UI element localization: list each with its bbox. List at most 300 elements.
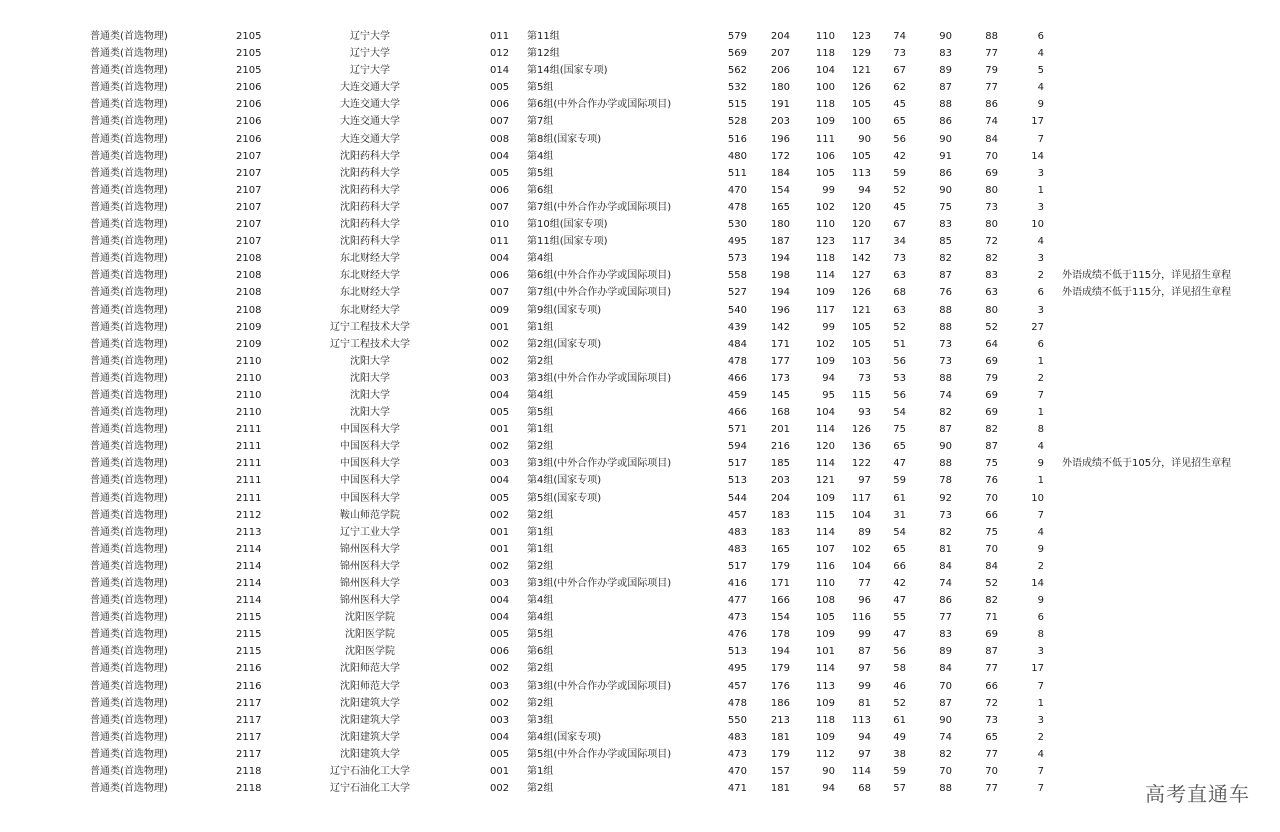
school-code-cell: 2115 [236, 612, 262, 624]
score-5-cell: 86 [939, 116, 952, 128]
group-code-cell: 001 [490, 424, 510, 436]
group-code-cell: 005 [490, 82, 510, 94]
group-code-cell: 006 [490, 184, 510, 196]
school-name-cell: 沈阳大学 [350, 389, 390, 401]
category-cell: 普通类(首选物理) [90, 629, 168, 641]
group-name-cell: 第8组(国家专项) [527, 133, 602, 145]
score-3-cell: 120 [851, 219, 871, 231]
count-cell: 1 [1037, 407, 1044, 419]
score-1-cell: 194 [770, 253, 790, 265]
score-4-cell: 56 [893, 355, 906, 367]
score-total-cell: 573 [727, 253, 747, 265]
school-name-cell: 辽宁工程技术大学 [330, 338, 410, 350]
score-total-cell: 483 [727, 543, 747, 555]
group-name-cell: 第5组(中外合作办学或国际项目) [527, 748, 672, 760]
score-3-cell: 126 [851, 287, 871, 299]
category-cell: 普通类(首选物理) [90, 766, 168, 778]
table-row [0, 541, 1280, 558]
school-code-cell: 2116 [236, 680, 262, 692]
school-code-cell: 2115 [236, 646, 262, 658]
score-6-cell: 87 [985, 441, 998, 453]
score-5-cell: 90 [939, 133, 952, 145]
score-2-cell: 107 [815, 543, 835, 555]
category-cell: 普通类(首选物理) [90, 31, 168, 42]
score-1-cell: 187 [770, 236, 790, 248]
table-row [0, 353, 1280, 370]
score-3-cell: 104 [851, 509, 871, 521]
count-cell: 10 [1031, 219, 1044, 231]
score-5-cell: 92 [939, 492, 952, 504]
score-6-cell: 71 [985, 612, 998, 624]
score-2-cell: 113 [815, 680, 835, 692]
score-5-cell: 91 [939, 150, 952, 162]
group-name-cell: 第6组 [527, 646, 554, 658]
school-code-cell: 2108 [236, 304, 262, 316]
group-name-cell: 第10组(国家专项) [527, 219, 608, 231]
score-3-cell: 97 [858, 663, 871, 675]
school-name-cell: 锦州医科大学 [340, 560, 400, 572]
score-2-cell: 108 [815, 595, 835, 607]
school-code-cell: 2107 [236, 167, 262, 179]
table-row [0, 438, 1280, 455]
score-3-cell: 104 [851, 560, 871, 572]
score-1-cell: 194 [770, 646, 790, 658]
score-2-cell: 106 [815, 150, 835, 162]
school-code-cell: 2116 [236, 663, 262, 675]
school-name-cell: 沈阳医学院 [345, 646, 395, 658]
score-4-cell: 67 [893, 219, 906, 231]
school-name-cell: 辽宁工业大学 [340, 526, 400, 538]
score-6-cell: 72 [985, 697, 998, 709]
score-5-cell: 88 [939, 372, 952, 384]
count-cell: 6 [1037, 612, 1044, 624]
score-total-cell: 540 [727, 304, 747, 316]
score-total-cell: 513 [727, 646, 747, 658]
group-name-cell: 第2组 [527, 509, 554, 521]
count-cell: 6 [1037, 338, 1044, 350]
school-code-cell: 2107 [236, 184, 262, 196]
score-3-cell: 122 [851, 458, 871, 470]
category-cell: 普通类(首选物理) [90, 116, 168, 128]
score-3-cell: 117 [851, 236, 871, 248]
count-cell: 7 [1037, 133, 1044, 145]
category-cell: 普通类(首选物理) [90, 99, 168, 111]
category-cell: 普通类(首选物理) [90, 783, 168, 795]
group-code-cell: 011 [490, 31, 510, 42]
school-name-cell: 沈阳师范大学 [340, 680, 400, 692]
table-row [0, 660, 1280, 677]
count-cell: 8 [1037, 629, 1044, 641]
group-code-cell: 004 [490, 389, 510, 401]
school-code-cell: 2107 [236, 150, 262, 162]
count-cell: 3 [1037, 646, 1044, 658]
score-1-cell: 181 [770, 731, 790, 743]
score-3-cell: 90 [858, 133, 871, 145]
score-5-cell: 74 [939, 578, 952, 589]
score-1-cell: 207 [770, 48, 790, 60]
group-code-cell: 007 [490, 287, 510, 299]
table-row [0, 558, 1280, 575]
school-name-cell: 沈阳药科大学 [340, 167, 400, 179]
score-1-cell: 180 [770, 82, 790, 94]
score-5-cell: 70 [939, 766, 952, 778]
table-row [0, 233, 1280, 250]
score-6-cell: 66 [985, 680, 998, 692]
score-1-cell: 157 [770, 766, 790, 778]
count-cell: 3 [1037, 253, 1044, 265]
score-6-cell: 75 [985, 458, 998, 470]
score-total-cell: 466 [727, 407, 747, 419]
count-cell: 4 [1037, 236, 1044, 248]
group-code-cell: 004 [490, 253, 510, 265]
group-name-cell: 第9组(国家专项) [527, 304, 602, 316]
score-total-cell: 511 [727, 167, 747, 179]
score-5-cell: 90 [939, 31, 952, 42]
group-name-cell: 第1组 [527, 766, 554, 778]
score-1-cell: 201 [770, 424, 790, 436]
score-2-cell: 118 [815, 48, 835, 60]
score-1-cell: 183 [770, 509, 790, 521]
score-6-cell: 79 [985, 65, 998, 77]
group-name-cell: 第1组 [527, 424, 554, 436]
count-cell: 2 [1037, 372, 1044, 384]
category-cell: 普通类(首选物理) [90, 321, 168, 333]
table-row [0, 404, 1280, 421]
group-name-cell: 第4组 [527, 389, 554, 401]
score-4-cell: 73 [893, 48, 906, 60]
score-4-cell: 42 [893, 578, 906, 589]
score-6-cell: 69 [985, 389, 998, 401]
score-5-cell: 88 [939, 783, 952, 795]
category-cell: 普通类(首选物理) [90, 287, 168, 299]
score-total-cell: 571 [727, 424, 747, 436]
score-2-cell: 116 [815, 560, 835, 572]
group-code-cell: 001 [490, 321, 510, 333]
category-cell: 普通类(首选物理) [90, 731, 168, 743]
category-cell: 普通类(首选物理) [90, 526, 168, 538]
score-5-cell: 75 [939, 201, 952, 213]
group-name-cell: 第6组(中外合作办学或国际项目) [527, 270, 672, 282]
table-row [0, 592, 1280, 609]
score-2-cell: 109 [815, 629, 835, 641]
school-name-cell: 中国医科大学 [340, 492, 400, 504]
score-6-cell: 52 [985, 578, 998, 589]
score-6-cell: 74 [985, 116, 998, 128]
school-name-cell: 沈阳建筑大学 [340, 731, 400, 743]
score-1-cell: 168 [770, 407, 790, 419]
score-6-cell: 77 [985, 663, 998, 675]
group-code-cell: 003 [490, 578, 510, 589]
group-name-cell: 第3组(中外合作办学或国际项目) [527, 578, 672, 589]
group-name-cell: 第3组 [527, 714, 554, 726]
school-name-cell: 辽宁大学 [350, 48, 390, 60]
score-3-cell: 123 [851, 31, 871, 42]
score-6-cell: 66 [985, 509, 998, 521]
table-row [0, 609, 1280, 626]
group-code-cell: 005 [490, 167, 510, 179]
score-2-cell: 104 [815, 65, 835, 77]
score-6-cell: 63 [985, 287, 998, 299]
school-name-cell: 东北财经大学 [340, 253, 400, 265]
score-4-cell: 56 [893, 389, 906, 401]
score-5-cell: 73 [939, 338, 952, 350]
score-2-cell: 104 [815, 407, 835, 419]
count-cell: 5 [1037, 65, 1044, 77]
table-row [0, 216, 1280, 233]
category-cell: 普通类(首选物理) [90, 646, 168, 658]
school-code-cell: 2111 [236, 475, 262, 487]
score-total-cell: 544 [727, 492, 747, 504]
score-4-cell: 62 [893, 82, 906, 94]
score-total-cell: 517 [727, 560, 747, 572]
count-cell: 2 [1037, 731, 1044, 743]
school-name-cell: 沈阳大学 [350, 407, 390, 419]
table-row [0, 626, 1280, 643]
score-6-cell: 69 [985, 167, 998, 179]
score-6-cell: 86 [985, 99, 998, 111]
score-1-cell: 216 [770, 441, 790, 453]
group-code-cell: 001 [490, 526, 510, 538]
score-6-cell: 73 [985, 201, 998, 213]
category-cell: 普通类(首选物理) [90, 48, 168, 60]
school-name-cell: 沈阳医学院 [345, 629, 395, 641]
score-1-cell: 176 [770, 680, 790, 692]
score-6-cell: 72 [985, 236, 998, 248]
score-6-cell: 70 [985, 543, 998, 555]
school-name-cell: 中国医科大学 [340, 458, 400, 470]
school-name-cell: 锦州医科大学 [340, 578, 400, 589]
group-code-cell: 002 [490, 441, 510, 453]
school-code-cell: 2117 [236, 714, 262, 726]
score-4-cell: 63 [893, 304, 906, 316]
group-code-cell: 002 [490, 697, 510, 709]
category-cell: 普通类(首选物理) [90, 184, 168, 196]
group-name-cell: 第1组 [527, 321, 554, 333]
group-code-cell: 014 [490, 65, 510, 77]
group-name-cell: 第3组(中外合作办学或国际项目) [527, 680, 672, 692]
school-code-cell: 2111 [236, 424, 262, 436]
group-code-cell: 005 [490, 629, 510, 641]
category-cell: 普通类(首选物理) [90, 270, 168, 282]
score-3-cell: 97 [858, 748, 871, 760]
score-total-cell: 569 [727, 48, 747, 60]
score-4-cell: 46 [893, 680, 906, 692]
score-5-cell: 84 [939, 560, 952, 572]
score-5-cell: 90 [939, 441, 952, 453]
score-4-cell: 67 [893, 65, 906, 77]
table-row [0, 643, 1280, 660]
score-1-cell: 166 [770, 595, 790, 607]
score-3-cell: 89 [858, 526, 871, 538]
score-5-cell: 89 [939, 646, 952, 658]
table-row [0, 79, 1280, 96]
score-6-cell: 80 [985, 304, 998, 316]
group-name-cell: 第5组 [527, 407, 554, 419]
score-6-cell: 84 [985, 133, 998, 145]
table-row [0, 387, 1280, 404]
count-cell: 7 [1037, 783, 1044, 795]
score-4-cell: 53 [893, 372, 906, 384]
score-1-cell: 213 [770, 714, 790, 726]
school-code-cell: 2106 [236, 116, 262, 128]
group-code-cell: 006 [490, 646, 510, 658]
score-3-cell: 87 [858, 646, 871, 658]
school-code-cell: 2118 [236, 783, 262, 795]
score-3-cell: 115 [851, 389, 871, 401]
score-2-cell: 95 [822, 389, 835, 401]
score-3-cell: 105 [851, 150, 871, 162]
group-name-cell: 第11组(国家专项) [527, 236, 608, 248]
score-4-cell: 58 [893, 663, 906, 675]
score-total-cell: 457 [727, 509, 747, 521]
score-3-cell: 127 [851, 270, 871, 282]
score-6-cell: 83 [985, 270, 998, 282]
category-cell: 普通类(首选物理) [90, 578, 168, 589]
school-code-cell: 2118 [236, 766, 262, 778]
score-2-cell: 111 [815, 133, 835, 145]
category-cell: 普通类(首选物理) [90, 612, 168, 624]
score-total-cell: 459 [727, 389, 747, 401]
count-cell: 17 [1031, 116, 1044, 128]
table-row [0, 763, 1280, 780]
score-2-cell: 101 [815, 646, 835, 658]
group-name-cell: 第7组 [527, 116, 554, 128]
group-code-cell: 007 [490, 201, 510, 213]
category-cell: 普通类(首选物理) [90, 236, 168, 248]
score-1-cell: 184 [770, 167, 790, 179]
table-row [0, 712, 1280, 729]
score-2-cell: 105 [815, 612, 835, 624]
score-2-cell: 114 [815, 458, 835, 470]
group-name-cell: 第11组 [527, 31, 560, 42]
score-2-cell: 109 [815, 731, 835, 743]
score-total-cell: 470 [727, 184, 747, 196]
score-3-cell: 114 [851, 766, 871, 778]
school-code-cell: 2110 [236, 389, 262, 401]
school-code-cell: 2114 [236, 543, 262, 555]
score-total-cell: 478 [727, 355, 747, 367]
school-name-cell: 沈阳大学 [350, 355, 390, 367]
school-name-cell: 东北财经大学 [340, 304, 400, 316]
watermark-logo: 高考直通车 [1145, 782, 1250, 806]
category-cell: 普通类(首选物理) [90, 150, 168, 162]
category-cell: 普通类(首选物理) [90, 355, 168, 367]
category-cell: 普通类(首选物理) [90, 714, 168, 726]
count-cell: 9 [1037, 595, 1044, 607]
category-cell: 普通类(首选物理) [90, 748, 168, 760]
score-4-cell: 57 [893, 783, 906, 795]
score-2-cell: 109 [815, 492, 835, 504]
score-2-cell: 110 [815, 219, 835, 231]
score-total-cell: 517 [727, 458, 747, 470]
group-name-cell: 第1组 [527, 543, 554, 555]
category-cell: 普通类(首选物理) [90, 372, 168, 384]
group-name-cell: 第3组(中外合作办学或国际项目) [527, 458, 672, 470]
score-4-cell: 31 [893, 509, 906, 521]
score-6-cell: 80 [985, 219, 998, 231]
score-4-cell: 59 [893, 475, 906, 487]
table-row [0, 524, 1280, 541]
score-2-cell: 100 [815, 82, 835, 94]
school-name-cell: 辽宁石油化工大学 [330, 783, 410, 795]
school-code-cell: 2106 [236, 133, 262, 145]
score-6-cell: 52 [985, 321, 998, 333]
table-row [0, 319, 1280, 336]
count-cell: 4 [1037, 48, 1044, 60]
score-1-cell: 206 [770, 65, 790, 77]
score-3-cell: 121 [851, 304, 871, 316]
category-cell: 普通类(首选物理) [90, 441, 168, 453]
score-1-cell: 204 [770, 492, 790, 504]
count-cell: 3 [1037, 167, 1044, 179]
group-code-cell: 008 [490, 133, 510, 145]
score-4-cell: 61 [893, 492, 906, 504]
count-cell: 14 [1031, 578, 1044, 589]
score-6-cell: 84 [985, 560, 998, 572]
score-total-cell: 478 [727, 697, 747, 709]
score-1-cell: 198 [770, 270, 790, 282]
table-row [0, 165, 1280, 182]
admission-score-table [0, 28, 1280, 797]
score-1-cell: 204 [770, 31, 790, 42]
score-1-cell: 145 [770, 389, 790, 401]
score-2-cell: 99 [822, 321, 835, 333]
score-6-cell: 76 [985, 475, 998, 487]
score-4-cell: 68 [893, 287, 906, 299]
school-code-cell: 2114 [236, 578, 262, 589]
school-code-cell: 2108 [236, 287, 262, 299]
score-4-cell: 75 [893, 424, 906, 436]
group-code-cell: 004 [490, 475, 510, 487]
score-5-cell: 82 [939, 526, 952, 538]
group-code-cell: 001 [490, 766, 510, 778]
score-3-cell: 129 [851, 48, 871, 60]
school-name-cell: 沈阳建筑大学 [340, 714, 400, 726]
count-cell: 9 [1037, 99, 1044, 111]
score-1-cell: 154 [770, 612, 790, 624]
score-1-cell: 177 [770, 355, 790, 367]
score-2-cell: 94 [822, 372, 835, 384]
category-cell: 普通类(首选物理) [90, 560, 168, 572]
score-5-cell: 88 [939, 99, 952, 111]
score-6-cell: 64 [985, 338, 998, 350]
score-5-cell: 87 [939, 270, 952, 282]
score-4-cell: 66 [893, 560, 906, 572]
school-code-cell: 2117 [236, 731, 262, 743]
group-code-cell: 006 [490, 270, 510, 282]
school-code-cell: 2109 [236, 338, 262, 350]
group-name-cell: 第6组(中外合作办学或国际项目) [527, 99, 672, 111]
score-4-cell: 47 [893, 458, 906, 470]
group-code-cell: 010 [490, 219, 510, 231]
table-row [0, 729, 1280, 746]
score-6-cell: 82 [985, 595, 998, 607]
table-row [0, 250, 1280, 267]
score-6-cell: 77 [985, 748, 998, 760]
note-cell: 外语成绩不低于115分，详见招生章程 [1062, 287, 1232, 299]
score-5-cell: 81 [939, 543, 952, 555]
score-3-cell: 77 [858, 578, 871, 589]
table-row [0, 678, 1280, 695]
group-code-cell: 005 [490, 748, 510, 760]
score-4-cell: 56 [893, 133, 906, 145]
score-total-cell: 473 [727, 612, 747, 624]
school-code-cell: 2106 [236, 99, 262, 111]
score-3-cell: 99 [858, 680, 871, 692]
score-4-cell: 52 [893, 321, 906, 333]
group-name-cell: 第2组 [527, 441, 554, 453]
school-name-cell: 锦州医科大学 [340, 543, 400, 555]
